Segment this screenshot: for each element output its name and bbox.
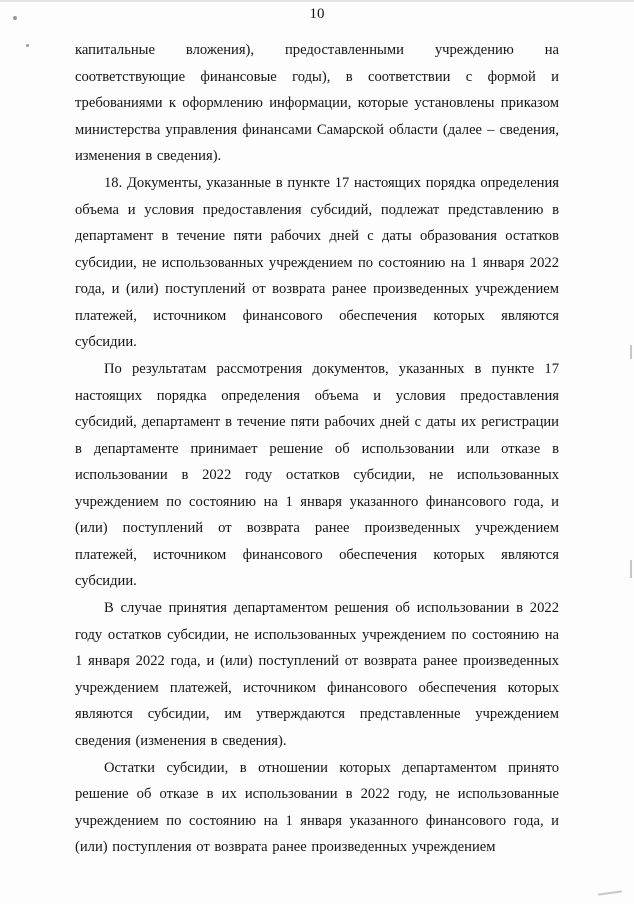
scan-top-edge xyxy=(0,0,634,2)
scan-speck xyxy=(598,890,622,895)
scan-speck xyxy=(630,560,632,578)
paragraph-review-results: По результатам рассмотрения документов, указанных в пункте 17 настоящих порядка определения объема и условия предоставления субсидий, департамент в течение пяти рабочих дней с даты их регистрации в департаменте принимает решение об использовании или отказе в использовании в 2022 году остатков субсидии, не использованных учреждением по состоянию на 1 января указанного финансового года, и (или) поступлений от возврата ранее произведенных учреждением платежей, источником финансового обеспечения которых являются субсидии. xyxy=(75,361,559,589)
paragraph-item-18: 18. Документы, указанные в пункте 17 настоящих порядка определения объема и условия предоставления субсидий, подлежат представлению в департамент в течение пяти рабочих дней с даты образования остатков субсидии, не использованных учреждением по состоянию на 1 января 2022 года, и (или) поступлений от возврата ранее произведенных учреждением платежей, источником финансового обеспечения которых являются субсидии. xyxy=(75,175,559,350)
page-number: 10 xyxy=(309,6,325,22)
paragraph-refusal-balances: Остатки субсидии, в отношении которых департаментом принято решение об отказе в их использовании в 2022 году, не использованные учреждением по состоянию на 1 января указанного финансового года, и (или) поступления от возврата ранее произведенных учреждением xyxy=(75,759,559,855)
paragraph-approval-case: В случае принятия департаментом решения об использовании в 2022 году остатков субсидии, не использованных учреждением по состоянию на 1 января 2022 года, и (или) поступлений от возврата ранее произведенных учреждением платежей, источником финансового обеспечения которых являются субсидии, им утверждаются представленные учреждением сведения (изменения в сведения). xyxy=(75,600,559,749)
paragraph-continuation: капитальные вложения), предоставленными учреждению на соответствующие финансовые годы), в соответствии с формой и требованиями к оформлению информации, которые установлены приказом министерства управления финансами Самарской области (далее – сведения, изменения в сведения). xyxy=(75,42,559,164)
scan-speck xyxy=(630,345,632,359)
document-body xyxy=(75,37,559,861)
scan-speck xyxy=(26,44,29,47)
